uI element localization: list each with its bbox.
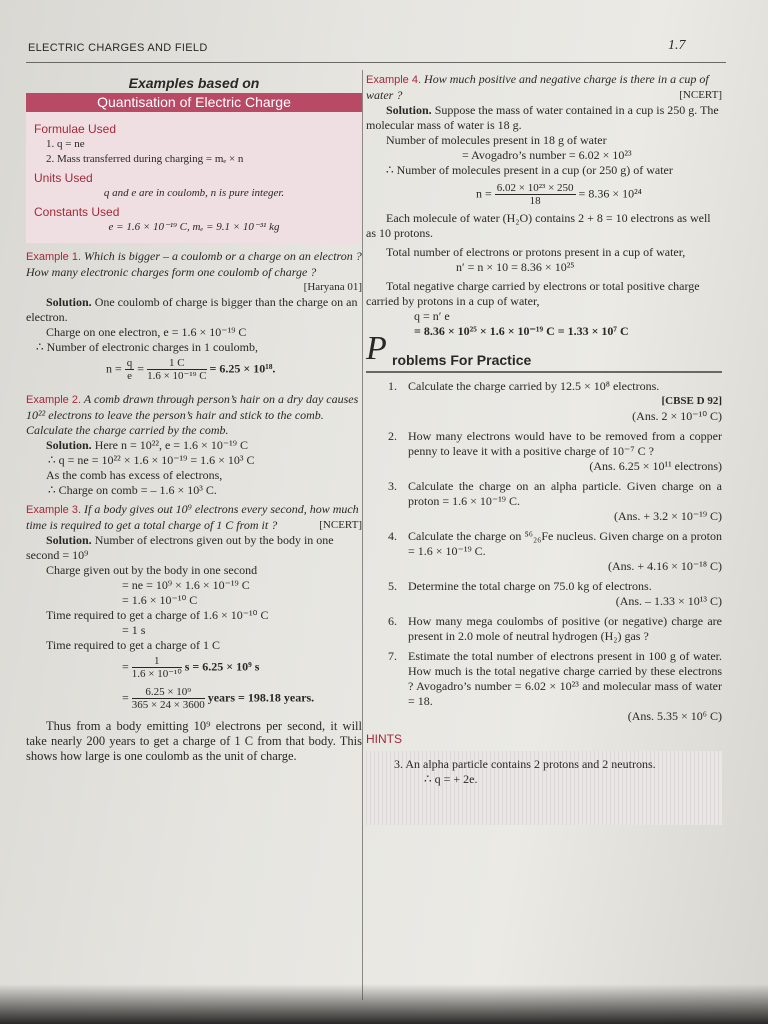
ex2-line2: As the comb has excess of electrons, bbox=[46, 468, 223, 482]
example-4 bbox=[366, 72, 722, 339]
ex2-line1: ∴ q = ne = 10²² × 1.6 × 10⁻¹⁹ = 1.6 × 10³ C bbox=[48, 453, 255, 467]
ex3-eq1: = $\frac{1}{\text{1.6 × 10⁻¹⁰}}$ s = 6.25 × 10⁹ s bbox=[122, 655, 260, 680]
hint-3: 3. An alpha particle contains 2 protons and 2 neutrons. bbox=[394, 757, 656, 771]
ex4-sol-label: Solution. bbox=[386, 103, 432, 117]
formula-2: 2. Mass transferred during charging = mₑ × n bbox=[46, 153, 244, 165]
formula-1: 1. q = ne bbox=[46, 138, 85, 150]
problem-6: 6. How many mega coulombs of positive (or negative) charge are present in 2.0 mole of neutral hydrogen (H₂) gas ? bbox=[388, 614, 722, 643]
problem-3: 3. Calculate the charge on an alpha particle. Given charge on a proton = 1.6 × 10⁻¹⁹ C. (Ans. + 3.2 × 10⁻¹⁹ C) bbox=[388, 479, 722, 523]
ex1-ref: [Haryana 01] bbox=[303, 281, 362, 293]
formula-box bbox=[26, 76, 362, 243]
ex2-sol-label: Solution. bbox=[46, 438, 92, 452]
ex3-eq2: = $\frac{\text{6.25 × 10⁹}}{365 \times 24 \times 3600}$ years = 198.18 years. bbox=[122, 686, 315, 711]
ex4-ref: [NCERT] bbox=[679, 89, 722, 101]
left-column bbox=[26, 72, 362, 764]
formula-panel bbox=[26, 112, 362, 243]
ex1-line1: Charge on one electron, e = 1.6 × 10⁻¹⁹ C bbox=[46, 325, 247, 339]
example-2 bbox=[26, 392, 362, 498]
ex3-sol-label: Solution. bbox=[46, 533, 92, 547]
box-band: Quantisation of Electric Charge bbox=[26, 93, 362, 112]
ex3-line2: = ne = 10⁹ × 1.6 × 10⁻¹⁹ C bbox=[122, 578, 250, 592]
ex2-sol: Here n = 10²², e = 1.6 × 10⁻¹⁹ C bbox=[94, 438, 248, 452]
bottom-shadow bbox=[0, 984, 768, 1024]
problem-5: 5. Determine the total charge on 75.0 kg of electrons. (Ans. – 1.33 × 10¹³ C) bbox=[388, 579, 722, 608]
ex2-question: A comb drawn through person’s hair on a dry day causes 10²² electrons to leave the person’s hair and stick to the comb. Calculate the charge carried by the comb. bbox=[26, 392, 359, 437]
constants-text: e = 1.6 × 10⁻¹⁹ C, mₑ = 9.1 × 10⁻³¹ kg bbox=[108, 221, 280, 233]
problems-title: roblems For Practice bbox=[392, 352, 532, 368]
ex1-label: Example 1. bbox=[26, 251, 82, 263]
ex1-equation: n = $\frac{q}{e}$ = $\frac{1 C}{\text{1.6 × 10⁻¹⁹ C}}$ = 6.25 × 10¹⁸. bbox=[106, 357, 276, 382]
units-heading: Units Used bbox=[34, 171, 93, 185]
ex4-label: Example 4. bbox=[366, 74, 422, 86]
problems-drop-cap: P bbox=[366, 330, 387, 367]
ex3-sol: Number of electrons given out by the body in one second = 10⁹ bbox=[26, 533, 334, 562]
box-title: Examples based on bbox=[128, 75, 260, 91]
header-rule bbox=[26, 62, 726, 63]
ex4-line4: n′ = n × 10 = 8.36 × 10²⁵ bbox=[456, 260, 575, 274]
ex4-line5: q = n′ e bbox=[414, 309, 450, 323]
problem-list bbox=[366, 379, 722, 724]
ex2-line3: ∴ Charge on comb = – 1.6 × 10³ C. bbox=[48, 483, 217, 497]
constants-heading: Constants Used bbox=[34, 205, 120, 219]
ex3-line3: = 1.6 × 10⁻¹⁰ C bbox=[122, 593, 198, 607]
ex4-sol: Suppose the mass of water contained in a cup is 250 g. The molecular mass of water is 18 g. bbox=[366, 103, 719, 132]
page-number: 1.7 bbox=[668, 38, 686, 53]
ex4-line6: = 8.36 × 10²⁵ × 1.6 × 10⁻¹⁹ C = 1.33 × 10⁷ C bbox=[414, 324, 629, 338]
ex3-ref: [NCERT] bbox=[319, 519, 362, 531]
ex1-question: Which is bigger – a coulomb or a charge on an electron ? How many electronic charges form one coulomb of charge ? bbox=[26, 249, 362, 279]
ex4-question: How much positive and negative charge is there in a cup of water ? bbox=[366, 72, 709, 102]
right-column bbox=[366, 72, 722, 825]
ex3-question: If a body gives out 10⁹ electrons every second, how much time is required to get a total charge of 1 C from it ? bbox=[26, 502, 359, 532]
formulae-heading: Formulae Used bbox=[34, 122, 117, 136]
column-divider bbox=[362, 70, 363, 1000]
ex4-equation: n = $\frac{\text{6.02 × 10²³ × 250}}{18}$ = 8.36 × 10²⁴ bbox=[476, 182, 642, 207]
problem-4: 4. Calculate the charge on ⁵⁶₂₆Fe nucleus. Given charge on a proton = 1.6 × 10⁻¹⁹ C. (Ans. + 4.16 × 10⁻¹⁸ C) bbox=[388, 529, 722, 573]
problem-2: 2. How many electrons would have to be removed from a copper penny to leave it with a positive charge of 10⁻⁷ C ? (Ans. 6.25 × 10¹¹ electrons) bbox=[388, 429, 722, 473]
ex4-para2: Total number of electrons or protons present in a cup of water, bbox=[386, 245, 686, 259]
ex4-line2: = Avogadro’s number = 6.02 × 10²³ bbox=[462, 148, 632, 162]
ex3-line4: Time required to get a charge of 1.6 × 10⁻¹⁰ C bbox=[46, 608, 269, 622]
ex4-line3: ∴ Number of molecules present in a cup (or 250 g) of water bbox=[386, 163, 673, 177]
hints-heading: HINTS bbox=[366, 732, 402, 746]
ex3-line5: = 1 s bbox=[122, 623, 146, 637]
problem-7: 7. Estimate the total number of electrons present in 100 g of water. How much is the total negative charge carried by these electrons ? Avogadro’s number = 6.02 × 10²³ and molecular mass of water = 18. (Ans. 5.35 × 10⁶ C) bbox=[388, 649, 722, 723]
ex3-line6: Time required to get a charge of 1 C bbox=[46, 638, 220, 652]
ex3-label: Example 3. bbox=[26, 504, 82, 516]
ex4-para1: Each molecule of water (H₂O) contains 2 + 8 = 10 electrons as well as 10 protons. bbox=[366, 211, 711, 240]
ex1-line2: ∴ Number of electronic charges in 1 coulomb, bbox=[36, 340, 259, 354]
ex1-sol: One coulomb of charge is bigger than the charge on an electron. bbox=[26, 295, 358, 324]
ex1-sol-label: Solution. bbox=[46, 295, 92, 309]
ex2-label: Example 2. bbox=[26, 394, 82, 406]
ex4-para3: Total negative charge carried by electrons or total positive charge carried by protons in a cup of water, bbox=[366, 279, 700, 308]
units-text: q and e are in coulomb, n is pure integer. bbox=[103, 187, 285, 199]
example-3 bbox=[26, 502, 362, 764]
problem-1: 1. Calculate the charge carried by 12.5 × 10⁸ electrons. [CBSE D 92] (Ans. 2 × 10⁻¹⁰ C) bbox=[388, 379, 722, 423]
hints-box bbox=[366, 751, 722, 825]
example-1 bbox=[26, 249, 362, 382]
ex4-line1: Number of molecules present in 18 g of water bbox=[386, 133, 607, 147]
chapter-header: ELECTRIC CHARGES AND FIELD bbox=[28, 42, 208, 54]
ex3-line1: Charge given out by the body in one second bbox=[46, 563, 258, 577]
hint-3-eq: ∴ q = + 2e. bbox=[424, 772, 478, 786]
ex3-conclusion: Thus from a body emitting 10⁹ electrons per second, it will take nearly 200 years to get a charge of 1 C from that body. This shows how large is one coulomb as the unit of charge. bbox=[26, 719, 362, 763]
